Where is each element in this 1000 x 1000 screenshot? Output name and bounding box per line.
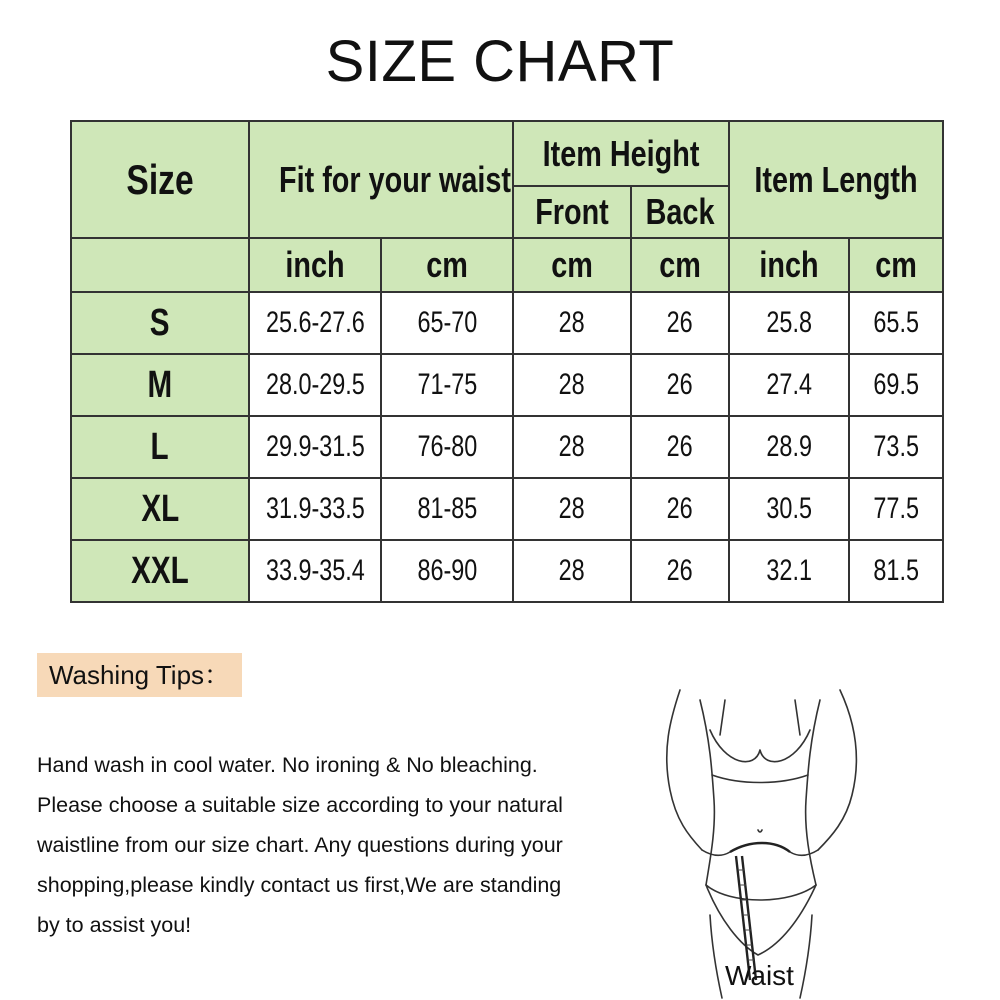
header-front: Front — [513, 186, 631, 238]
waist-cm-cell: 81-85 — [381, 478, 513, 540]
waist-inch-cell: 25.6-27.6 — [249, 292, 381, 354]
header-unit: cm — [513, 238, 631, 292]
table-row — [71, 292, 943, 354]
length-cm-cell: 69.5 — [849, 354, 943, 416]
page-title: SIZE CHART — [325, 29, 675, 94]
header-back: Back — [631, 186, 729, 238]
header-unit: inch — [729, 238, 849, 292]
length-inch-cell: 30.5 — [729, 478, 849, 540]
header-item-height: Item Height — [513, 121, 729, 186]
header-unit: inch — [249, 238, 381, 292]
back-cm-cell: 26 — [631, 540, 729, 602]
table-row — [71, 478, 943, 540]
front-cm-cell: 28 — [513, 292, 631, 354]
front-cm-cell: 28 — [513, 354, 631, 416]
back-cm-cell: 26 — [631, 478, 729, 540]
header-unit: cm — [631, 238, 729, 292]
waist-inch-cell: 33.9-35.4 — [249, 540, 381, 602]
size-cell: L — [71, 416, 249, 478]
waist-cm-cell: 71-75 — [381, 354, 513, 416]
front-cm-cell: 28 — [513, 540, 631, 602]
length-inch-cell: 28.9 — [729, 416, 849, 478]
waist-label: Waist — [725, 960, 794, 991]
waist-inch-cell: 31.9-33.5 — [249, 478, 381, 540]
length-inch-cell: 32.1 — [729, 540, 849, 602]
waist-cm-cell: 86-90 — [381, 540, 513, 602]
back-cm-cell: 26 — [631, 354, 729, 416]
table-row — [71, 354, 943, 416]
size-cell: XXL — [71, 540, 249, 602]
size-cell: XL — [71, 478, 249, 540]
length-cm-cell: 77.5 — [849, 478, 943, 540]
back-cm-cell: 26 — [631, 292, 729, 354]
tips-line: waistline from our size chart. Any questions during your — [37, 833, 563, 857]
tips-line: Hand wash in cool water. No ironing & No bleaching. — [37, 753, 538, 777]
header-unit-empty — [71, 238, 249, 292]
waist-cm-cell: 76-80 — [381, 416, 513, 478]
tips-line: shopping,please kindly contact us first,We are standing — [37, 873, 562, 897]
waist-measure-illustration-icon — [640, 680, 880, 1000]
front-cm-cell: 28 — [513, 416, 631, 478]
front-cm-cell: 28 — [513, 478, 631, 540]
unit-row — [71, 238, 943, 292]
length-cm-cell: 65.5 — [849, 292, 943, 354]
header-fit-waist: Fit for your waist — [249, 121, 513, 238]
length-inch-cell: 25.8 — [729, 292, 849, 354]
waist-inch-cell: 28.0-29.5 — [249, 354, 381, 416]
size-cell: S — [71, 292, 249, 354]
header-item-length: Item Length — [729, 121, 943, 238]
waist-inch-cell: 29.9-31.5 — [249, 416, 381, 478]
length-cm-cell: 73.5 — [849, 416, 943, 478]
header-unit: cm — [849, 238, 943, 292]
length-cm-cell: 81.5 — [849, 540, 943, 602]
header-unit: cm — [381, 238, 513, 292]
length-inch-cell: 27.4 — [729, 354, 849, 416]
back-cm-cell: 26 — [631, 416, 729, 478]
header-size: Size — [71, 121, 249, 238]
waist-cm-cell: 65-70 — [381, 292, 513, 354]
table-row — [71, 416, 943, 478]
washing-tips-label: Washing Tips： — [37, 653, 242, 697]
tips-line: by to assist you! — [37, 913, 192, 937]
table-row — [71, 540, 943, 602]
tips-line: Please choose a suitable size according to your natural — [37, 793, 563, 817]
size-chart-table — [70, 120, 944, 603]
size-cell: M — [71, 354, 249, 416]
washing-tips-text — [37, 745, 617, 945]
